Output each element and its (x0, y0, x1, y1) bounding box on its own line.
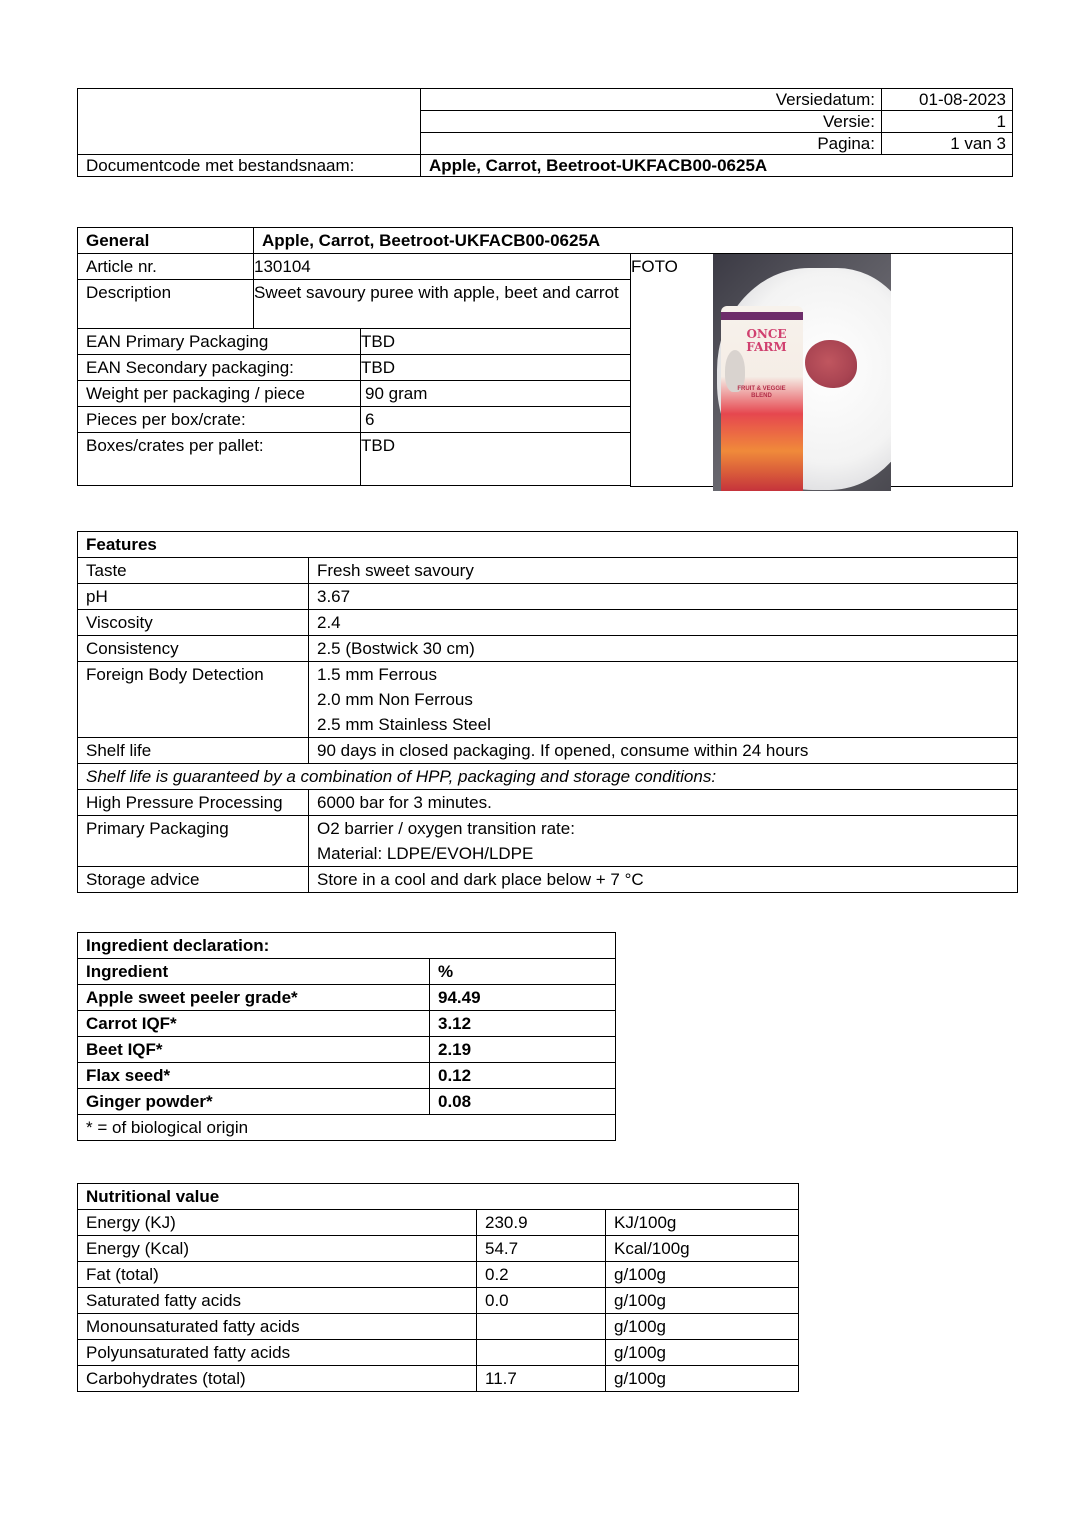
ingredient-percent: 2.19 (430, 1037, 616, 1063)
ingredient-percent: 3.12 (430, 1011, 616, 1037)
features-title: Features (78, 532, 1018, 558)
general-product: Apple, Carrot, Beetroot-UKFACB00-0625A (254, 228, 1013, 254)
photo-blank-cell (891, 254, 1013, 487)
ingredient-name: Beet IQF* (78, 1037, 430, 1063)
ingredient-name: Flax seed* (78, 1063, 430, 1089)
table-row (78, 867, 1018, 893)
ean-primary-label: EAN Primary Packaging (78, 329, 361, 355)
nutrient-unit: g/100g (606, 1366, 799, 1392)
ingredient-name: Apple sweet peeler grade* (78, 985, 430, 1011)
table-row (78, 1288, 799, 1314)
nutrient-unit: g/100g (606, 1288, 799, 1314)
foreign-body-label: Foreign Body Detection (78, 662, 309, 738)
feature-value: 2.4 (309, 610, 1018, 636)
primary-packaging-label: Primary Packaging (78, 816, 309, 867)
article-value: 130104 (254, 254, 631, 280)
versiedatum-label: Versiedatum: (421, 89, 882, 111)
pagina-value: 1 van 3 (882, 133, 1013, 155)
nutrient-label: Saturated fatty acids (78, 1288, 477, 1314)
table-row (78, 816, 1018, 867)
description-value: Sweet savoury puree with apple, beet and carrot (254, 280, 631, 329)
table-row (78, 610, 1018, 636)
versie-value: 1 (882, 111, 1013, 133)
foreign-body-stainless: 2.5 mm Stainless Steel (317, 715, 491, 734)
shelf-life-note: Shelf life is guaranteed by a combination of HPP, packaging and storage conditions: (78, 764, 1018, 790)
table-row (78, 558, 1018, 584)
general-table (77, 227, 1013, 487)
versiedatum-value: 01-08-2023 (882, 89, 1013, 111)
pouch-subtitle: FRUIT & VEGGIE BLEND (737, 386, 786, 399)
document-header (77, 88, 1013, 177)
nutrient-unit: g/100g (606, 1340, 799, 1366)
ingredient-name: Ginger powder* (78, 1089, 430, 1115)
ingredients-table (77, 932, 616, 1141)
nutrient-label: Polyunsaturated fatty acids (78, 1340, 477, 1366)
doccode-value: Apple, Carrot, Beetroot-UKFACB00-0625A (421, 155, 1013, 177)
nutrient-label: Carbohydrates (total) (78, 1366, 477, 1392)
table-row (78, 790, 1018, 816)
ingredients-title: Ingredient declaration: (78, 933, 616, 959)
table-row (78, 1366, 799, 1392)
packaging-barrier: O2 barrier / oxygen transition rate: (317, 819, 575, 838)
storage-label: Storage advice (78, 867, 309, 893)
ingredient-name: Carrot IQF* (78, 1011, 430, 1037)
feature-label: Taste (78, 558, 309, 584)
nutrient-unit: Kcal/100g (606, 1236, 799, 1262)
table-row (78, 1037, 616, 1063)
nutrition-title: Nutritional value (78, 1184, 799, 1210)
table-row (78, 584, 1018, 610)
feature-value: Fresh sweet savoury (309, 558, 1018, 584)
nutrient-unit: KJ/100g (606, 1210, 799, 1236)
nutrition-table (77, 1183, 799, 1392)
general-title: General (78, 228, 254, 254)
percent-column-header: % (430, 959, 616, 985)
description-label: Description (78, 280, 254, 329)
shelf-life-label: Shelf life (78, 738, 309, 764)
ingredient-percent: 0.12 (430, 1063, 616, 1089)
table-row (78, 1089, 616, 1115)
nutrient-label: Fat (total) (78, 1262, 477, 1288)
ingredient-percent: 0.08 (430, 1089, 616, 1115)
storage-value: Store in a cool and dark place below + 7 °C (309, 867, 1018, 893)
feature-label: Consistency (78, 636, 309, 662)
nutrient-value: 230.9 (477, 1210, 606, 1236)
ingredients-footnote: * = of biological origin (78, 1115, 616, 1141)
nutrient-label: Energy (KJ) (78, 1210, 477, 1236)
table-row (78, 1340, 799, 1366)
nutrient-value: 0.2 (477, 1262, 606, 1288)
foto-label: FOTO (631, 254, 713, 487)
nutrient-value: 0.0 (477, 1288, 606, 1314)
article-label: Article nr. (78, 254, 254, 280)
nutrient-value: 11.7 (477, 1366, 606, 1392)
foreign-body-ferrous: 1.5 mm Ferrous (317, 665, 437, 684)
hpp-value: 6000 bar for 3 minutes. (309, 790, 1018, 816)
versie-label: Versie: (421, 111, 882, 133)
ingredient-column-header: Ingredient (78, 959, 430, 985)
table-row (78, 636, 1018, 662)
pieces-value: 6 (361, 407, 631, 433)
table-row (78, 1210, 799, 1236)
ean-primary-value: TBD (361, 329, 631, 355)
table-row (78, 1063, 616, 1089)
features-table (77, 531, 1018, 893)
foreign-body-nonferrous: 2.0 mm Non Ferrous (317, 690, 473, 709)
pagina-label: Pagina: (421, 133, 882, 155)
ean-secondary-label: EAN Secondary packaging: (78, 355, 361, 381)
hpp-label: High Pressure Processing (78, 790, 309, 816)
boxes-label: Boxes/crates per pallet: (78, 433, 361, 486)
ean-secondary-value: TBD (361, 355, 631, 381)
nutrient-value (477, 1314, 606, 1340)
feature-label: Viscosity (78, 610, 309, 636)
header-blank-cell (78, 89, 421, 155)
boxes-value: TBD (361, 433, 631, 486)
primary-packaging-values (309, 816, 1018, 867)
weight-value: 90 gram (361, 381, 631, 407)
nutrient-label: Energy (Kcal) (78, 1236, 477, 1262)
nutrient-value: 54.7 (477, 1236, 606, 1262)
pouch-image (721, 306, 803, 491)
nutrient-value (477, 1340, 606, 1366)
pouch-brand: ONCE FARM (746, 327, 787, 354)
table-row (78, 1262, 799, 1288)
feature-label: pH (78, 584, 309, 610)
foreign-body-values (309, 662, 1018, 738)
doccode-label: Documentcode met bestandsnaam: (78, 155, 421, 177)
nutrient-label: Monounsaturated fatty acids (78, 1314, 477, 1340)
table-row (78, 1314, 799, 1340)
shelf-life-value: 90 days in closed packaging. If opened, consume within 24 hours (309, 738, 1018, 764)
ingredient-percent: 94.49 (430, 985, 616, 1011)
table-row (78, 738, 1018, 764)
packaging-material: Material: LDPE/EVOH/LDPE (317, 844, 534, 863)
nutrient-unit: g/100g (606, 1314, 799, 1340)
weight-label: Weight per packaging / piece (78, 381, 361, 407)
product-photo (713, 254, 891, 487)
table-row (78, 1011, 616, 1037)
pieces-label: Pieces per box/crate: (78, 407, 361, 433)
table-row (78, 662, 1018, 738)
table-row (78, 985, 616, 1011)
nutrient-unit: g/100g (606, 1262, 799, 1288)
table-row (78, 1236, 799, 1262)
feature-value: 3.67 (309, 584, 1018, 610)
feature-value: 2.5 (Bostwick 30 cm) (309, 636, 1018, 662)
